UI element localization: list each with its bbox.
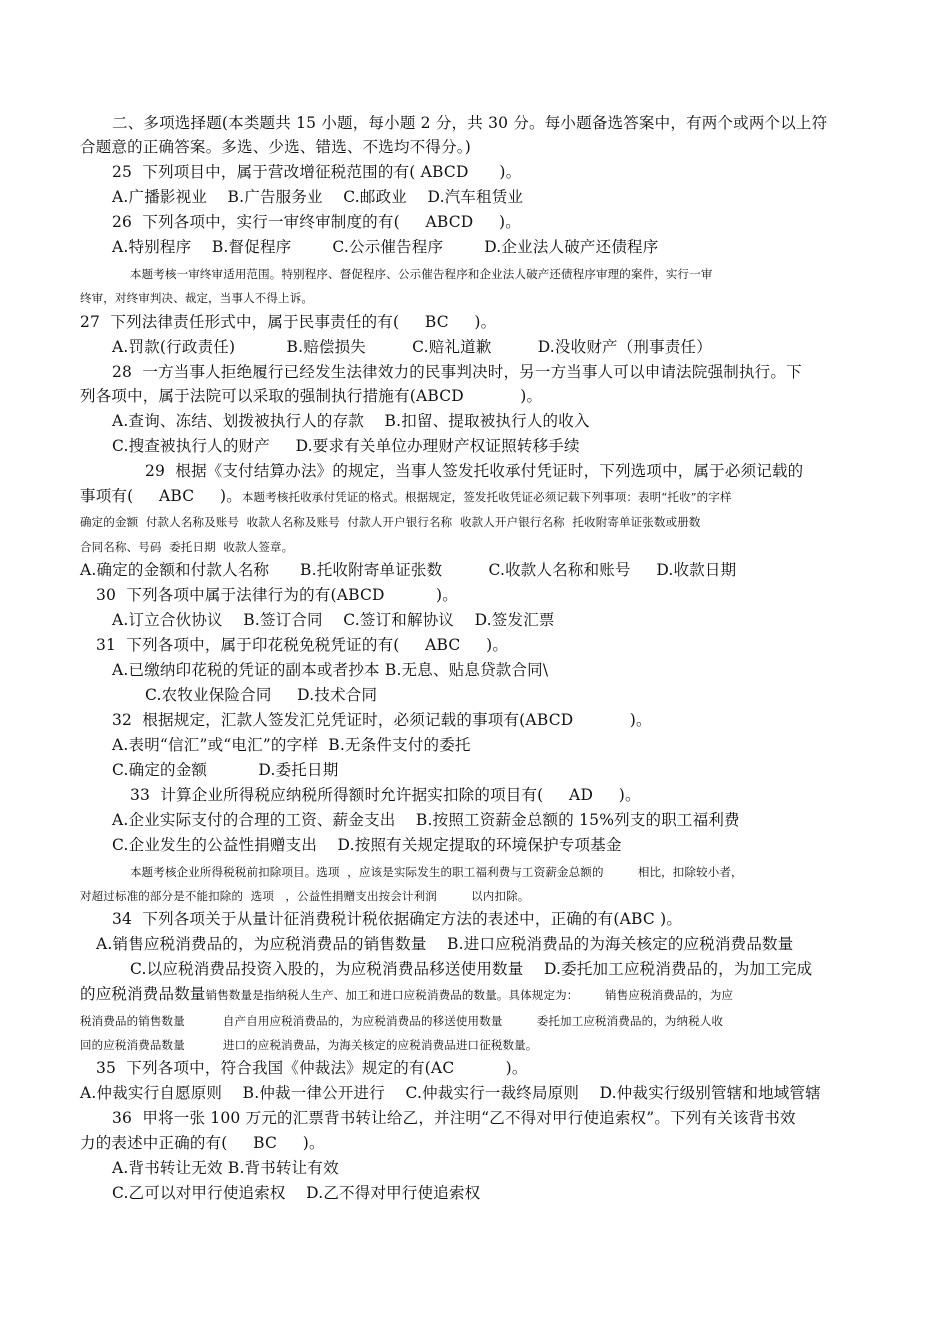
question-28: 28 一方当事人拒绝履行已经发生法律效力的民事判决时，另一方当事人可以申请法院强制执行。下: [112, 363, 802, 381]
question-29: 29 根据《支付结算办法》的规定，当事人签发托收承付凭证时，下列选项中，属于必须记载的: [145, 462, 804, 480]
question-34: 34 下列各项关于从量计征消费税计税依据确定方法的表述中，正确的有(ABC )。: [112, 910, 683, 928]
section-heading: 二、多项选择题(本类题共 15 小题，每小题 2 分，共 30 分。每小题备选答案中，有两个或两个以上符: [112, 114, 828, 132]
question-34-options-2: C.以应税消费品投资入股的，为应税消费品移送使用数量 D.委托加工应税消费品的，为加工完成: [130, 960, 813, 978]
question-31-options-2: C.农牧业保险合同 D.技术合同: [145, 686, 378, 704]
question-25-options: A.广播影视业 B.广告服务业 C.邮政业 D.汽车租赁业: [112, 188, 524, 206]
section-heading-cont: 合题意的正确答案。多选、少选、错选、不选均不得分。): [80, 138, 471, 156]
question-30: 30 下列各项中属于法律行为的有(ABCD )。: [96, 586, 458, 604]
question-26-note: 本题考核一审终审适用范围。特别程序、督促程序、公示催告程序和企业法人破产还债程序审理的案件，实行一审: [130, 267, 713, 281]
question-30-options: A.订立合伙协议 B.签订合同 C.签订和解协议 D.签发汇票: [112, 611, 555, 629]
question-33-options-2: C.企业发生的公益性捐赠支出 D.按照有关规定提取的环境保护专项基金: [112, 836, 622, 854]
question-34-note-cont: 税消费品的销售数量 自产自用应税消费品的，为应税消费品的移送使用数量 委托加工应税消费品的，为纳税人收: [80, 1014, 724, 1028]
question-35-options: A.仲裁实行自愿原则 B.仲裁一律公开进行 C.仲裁实行一裁终局原则 D.仲裁实行级别管辖和地域管辖: [80, 1084, 821, 1102]
question-27-options: A.罚款(行政责任) B.赔偿损失 C.赔礼道歉 D.没收财产（刑事责任）: [112, 338, 712, 356]
question-34-option-d-end: 的应税消费品数量: [80, 985, 206, 1003]
question-34-options-1: A.销售应税消费品的，为应税消费品的销售数量 B.进口应税消费品的为海关核定的应税消费品数量: [96, 935, 794, 953]
question-36: 36 甲将一张 100 万元的汇票背书转让给乙，并注明“乙不得对甲行使追索权”。下列有关该背书效: [112, 1109, 796, 1127]
question-36-options-1: A.背书转让无效 B.背书转让有效: [112, 1159, 339, 1177]
question-36-cont: 力的表述中正确的有( BC )。: [80, 1134, 325, 1152]
question-29-cont: [80, 486, 732, 507]
question-29-note: 本题考核托收承付凭证的格式。根据规定，签发托收凭证必须记载下列事项：表明“托收”的字样: [241, 490, 732, 504]
question-29-note-cont: 确定的金额 付款人名称及账号 收款人名称及账号 付款人开户银行名称 收款人开户银行名称 托收附寄单证张数或册数: [80, 515, 701, 529]
question-26: 26 下列各项中，实行一审终审制度的有( ABCD )。: [112, 213, 522, 231]
question-26-note-cont: 终审，对终审判决、裁定，当事人不得上诉。: [80, 291, 313, 305]
question-29-blank: 事项有( ABC )。: [80, 487, 242, 505]
question-28-cont: 列各项中，属于法院可以采取的强制执行措施有(ABCD )。: [80, 387, 543, 405]
question-32: 32 根据规定，汇款人签发汇兑凭证时，必须记载的事项有(ABCD )。: [112, 711, 652, 729]
question-33-note: 本题考核企业所得税税前扣除项目。选项 ，应该是实际发生的职工福利费与工资薪金总额的 相比，扣除较小者，: [130, 865, 743, 879]
question-27: 27 下列法律责任形式中，属于民事责任的有( BC )。: [80, 313, 497, 331]
question-31: 31 下列各项中，属于印花税免税凭证的有( ABC )。: [96, 636, 509, 654]
question-25: 25 下列项目中，属于营改增征税范围的有( ABCD )。: [112, 163, 522, 181]
question-26-options: A.特别程序 B.督促程序 C.公示催告程序 D.企业法人破产还债程序: [112, 238, 659, 256]
question-34-options-3: [80, 984, 733, 1005]
question-34-note: 销售数量是指纳税人生产、加工和进口应税消费品的数量。具体规定为： 销售应税消费品的，为应: [205, 988, 734, 1002]
question-36-options-2: C.乙可以对甲行使追索权 D.乙不得对甲行使追索权: [112, 1184, 481, 1202]
question-28-options-1: A.查询、冻结、划拨被执行人的存款 B.扣留、提取被执行人的收入: [112, 412, 590, 430]
question-29-note-end: 合同名称、号码 委托日期 收款人签章。: [80, 540, 294, 554]
question-33-options-1: A.企业实际支付的合理的工资、薪金支出 B.按照工资薪金总额的 15%列支的职工福利费: [112, 811, 740, 829]
question-35: 35 下列各项中，符合我国《仲裁法》规定的有(AC )。: [96, 1059, 528, 1077]
question-28-options-2: C.搜查被执行人的财产 D.要求有关单位办理财产权证照转移手续: [112, 437, 580, 455]
question-32-options-2: C.确定的金额 D.委托日期: [112, 761, 339, 779]
question-31-options-1: A.已缴纳印花税的凭证的副本或者抄本 B.无息、贴息贷款合同\: [112, 661, 549, 679]
question-33-note-cont: 对超过标准的部分是不能扣除的 选项 ，公益性捐赠支出按会计利润 以内扣除。: [80, 889, 530, 903]
question-32-options-1: A.表明“信汇”或“电汇”的字样 B.无条件支付的委托: [112, 736, 471, 754]
question-34-note-end: 回的应税消费品数量 进口的应税消费品，为海关核定的应税消费品进口征税数量。: [80, 1038, 538, 1052]
question-29-options: A.确定的金额和付款人名称 B.托收附寄单证张数 C.收款人名称和账号 D.收款日期: [80, 561, 737, 579]
question-33: 33 计算企业所得税应纳税所得额时允许据实扣除的项目有( AD )。: [130, 786, 641, 804]
